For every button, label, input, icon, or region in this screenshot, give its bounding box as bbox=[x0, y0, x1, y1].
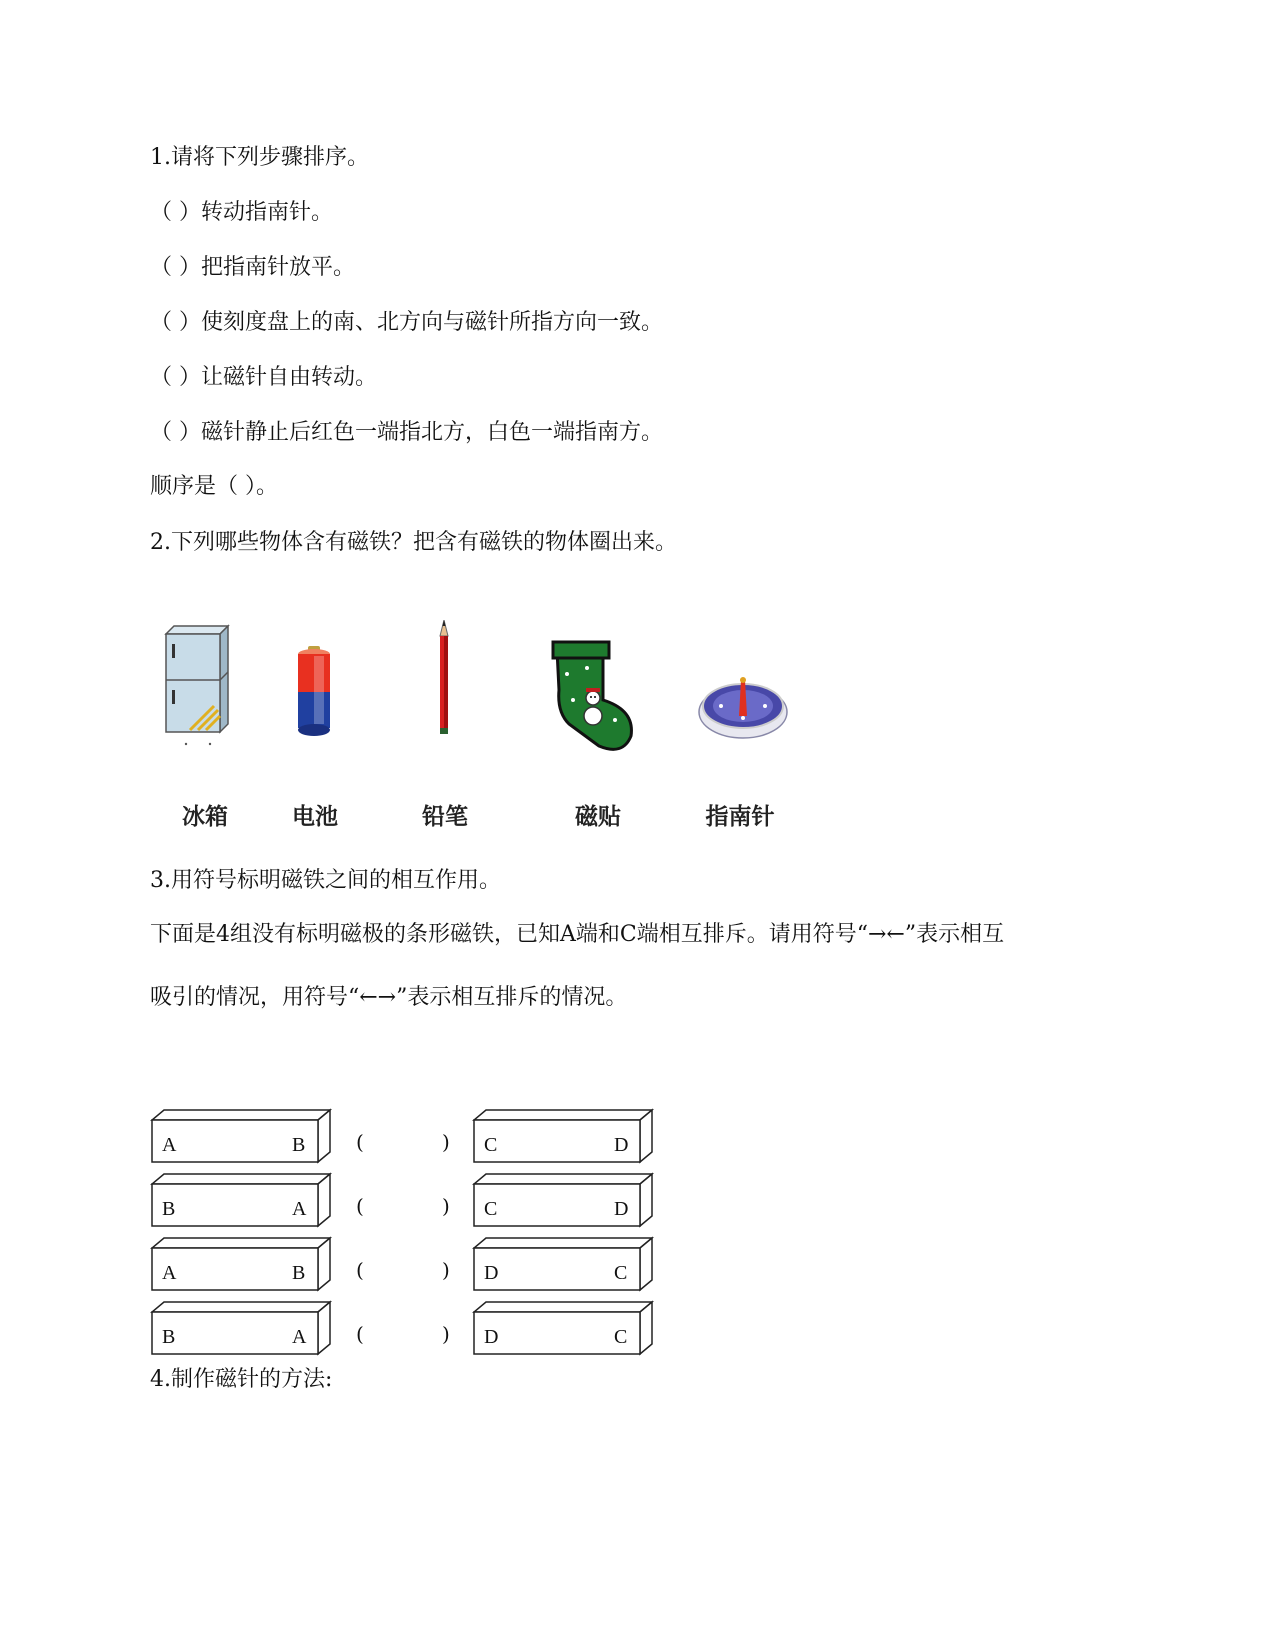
bar-magnet-left bbox=[150, 1236, 350, 1292]
q3-magnet-pairs bbox=[150, 1108, 710, 1378]
magnet-sticker-icon bbox=[543, 620, 653, 790]
answer-paren-close: ) bbox=[442, 1258, 450, 1282]
magnet-pole: C bbox=[484, 1198, 498, 1220]
q2-title: 2.下列哪些物体含有磁铁？把含有磁铁的物体圈出来。 bbox=[150, 530, 677, 555]
answer-paren-close: ) bbox=[442, 1322, 450, 1346]
object-label-battery: 电池 bbox=[292, 804, 338, 830]
q3-title: 3.用符号标明磁铁之间的相互作用。 bbox=[150, 868, 501, 893]
answer-paren-open: ( bbox=[356, 1130, 364, 1154]
magnet-pole: D bbox=[614, 1198, 629, 1220]
q1-order-answer: 顺序是（ ）。 bbox=[150, 474, 278, 499]
q4-title: 4.制作磁针的方法: bbox=[150, 1367, 333, 1392]
object-pencil[interactable] bbox=[390, 620, 500, 850]
magnet-pole: B bbox=[162, 1326, 176, 1348]
q1-step-3: （ ）使刻度盘上的南、北方向与磁针所指方向一致。 bbox=[150, 310, 663, 335]
magnet-pole: A bbox=[292, 1198, 307, 1220]
magnet-pole: D bbox=[614, 1134, 629, 1156]
magnet-pole: C bbox=[614, 1262, 628, 1284]
magnet-pole: C bbox=[614, 1326, 628, 1348]
object-battery[interactable] bbox=[260, 620, 370, 850]
magnet-pole: B bbox=[292, 1262, 306, 1284]
answer-paren-close: ) bbox=[442, 1194, 450, 1218]
magnet-pair-row-2 bbox=[150, 1172, 710, 1228]
magnet-pole: B bbox=[292, 1134, 306, 1156]
bar-magnet-left bbox=[150, 1108, 350, 1164]
bar-magnet-right bbox=[472, 1300, 672, 1356]
q2-objects bbox=[150, 620, 850, 850]
answer-paren-open: ( bbox=[356, 1258, 364, 1282]
q1-step-4: （ ）让磁针自由转动。 bbox=[150, 365, 377, 390]
object-compass[interactable] bbox=[685, 620, 795, 850]
magnet-pair-row-4 bbox=[150, 1300, 710, 1356]
magnet-pole: B bbox=[162, 1198, 176, 1220]
bar-magnet-left bbox=[150, 1300, 350, 1356]
object-label-pencil: 铅笔 bbox=[422, 804, 468, 830]
answer-paren-open: ( bbox=[356, 1194, 364, 1218]
bar-magnet-right bbox=[472, 1108, 672, 1164]
battery-icon bbox=[260, 620, 370, 790]
q1-step-2: （ ）把指南针放平。 bbox=[150, 255, 355, 280]
magnet-pole: A bbox=[292, 1326, 307, 1348]
bar-magnet-right bbox=[472, 1172, 672, 1228]
magnet-pole: C bbox=[484, 1134, 498, 1156]
object-label-magnet-sticker: 磁贴 bbox=[575, 804, 621, 830]
magnet-pole: A bbox=[162, 1262, 177, 1284]
answer-paren-close: ) bbox=[442, 1130, 450, 1154]
object-label-refrigerator: 冰箱 bbox=[182, 804, 228, 830]
answer-paren-open: ( bbox=[356, 1322, 364, 1346]
magnet-pair-row-1 bbox=[150, 1108, 710, 1164]
object-refrigerator[interactable] bbox=[150, 620, 260, 850]
q3-description-line-2: 吸引的情况，用符号“←→”表示相互排斥的情况。 bbox=[150, 985, 628, 1010]
refrigerator-icon bbox=[150, 620, 260, 790]
object-magnet-sticker[interactable] bbox=[543, 620, 653, 850]
q1-step-5: （ ）磁针静止后红色一端指北方，白色一端指南方。 bbox=[150, 420, 663, 445]
pencil-icon bbox=[390, 620, 500, 790]
object-label-compass: 指南针 bbox=[705, 804, 775, 830]
compass-icon bbox=[685, 620, 795, 790]
bar-magnet-left bbox=[150, 1172, 350, 1228]
magnet-pole: D bbox=[484, 1262, 499, 1284]
magnet-pole: D bbox=[484, 1326, 499, 1348]
bar-magnet-right bbox=[472, 1236, 672, 1292]
magnet-pole: A bbox=[162, 1134, 177, 1156]
q1-title: 1.请将下列步骤排序。 bbox=[150, 145, 369, 170]
q1-step-1: （ ）转动指南针。 bbox=[150, 200, 333, 225]
q3-description-line-1: 下面是4组没有标明磁极的条形磁铁，已知A端和C端相互排斥。请用符号“→←”表示相互 bbox=[150, 922, 1005, 947]
magnet-pair-row-3 bbox=[150, 1236, 710, 1292]
